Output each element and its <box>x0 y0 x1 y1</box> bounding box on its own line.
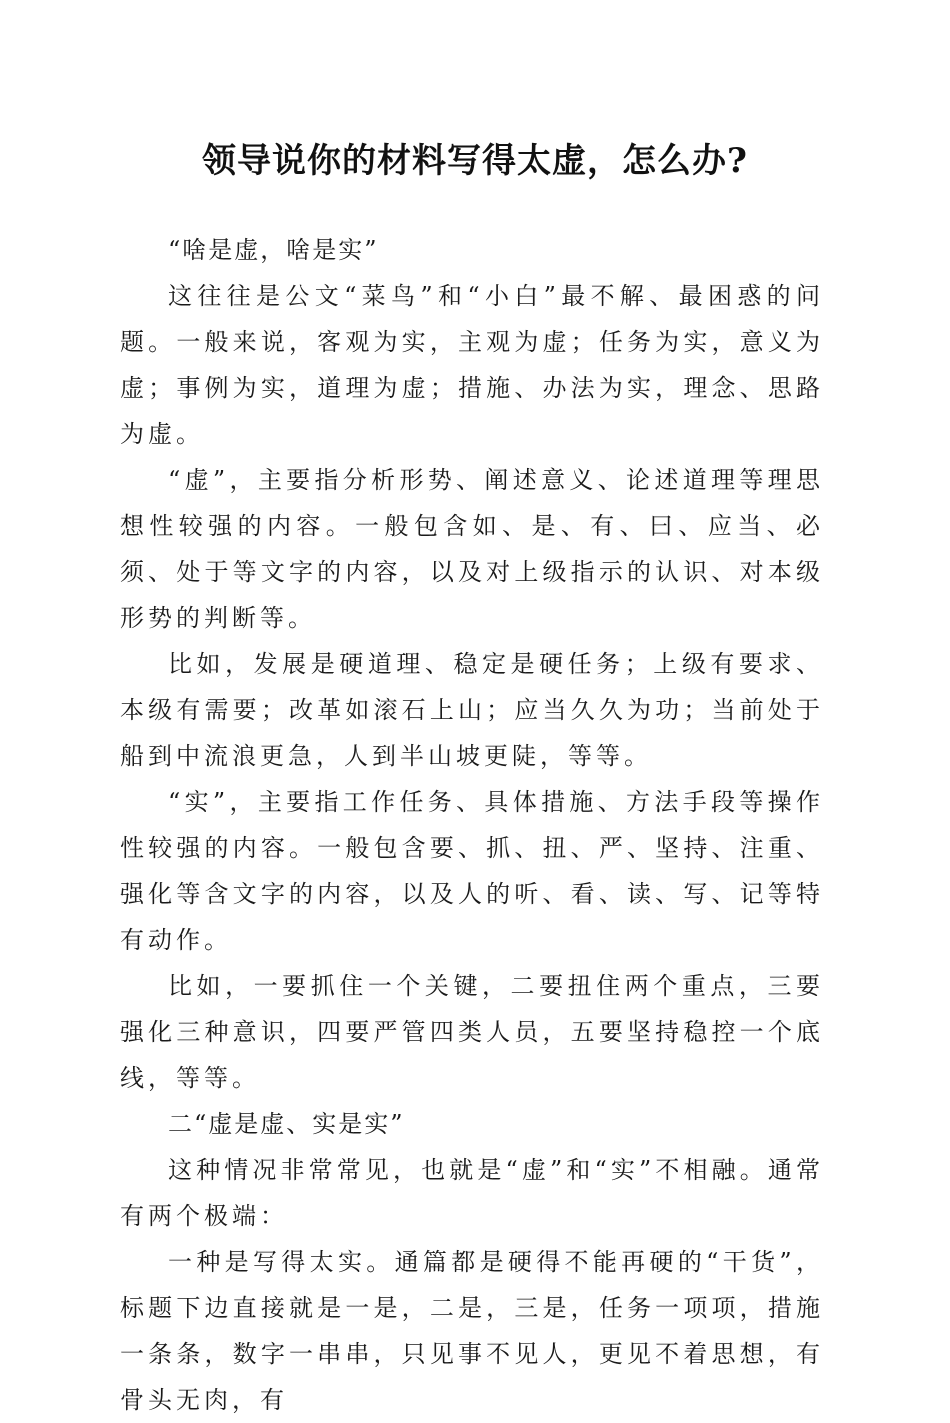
document-title: 领导说你的材料写得太虚，怎么办? <box>202 141 748 181</box>
paragraph: 一种是写得太实。通篇都是硬得不能再硬的“干货”，标题下边直接就是一是，二是，三是，任务一项项，措施一条条，数字一串串，只见事不见人，更见不着思想，有骨头无肉，有 <box>120 1248 824 1414</box>
paragraph: 这往往是公文“菜鸟”和“小白”最不解、最困惑的问题。一般来说，客观为实，主观为虚；任务为实，意义为虚；事例为实，道理为虚；措施、办法为实，理念、思路为虚。 <box>120 282 824 448</box>
section-heading: “啥是虚，啥是实” <box>168 236 379 264</box>
paragraph: 这种情况非常常见，也就是“虚”和“实”不相融。通常有两个极端： <box>120 1156 824 1230</box>
document-body <box>120 227 824 1423</box>
section-heading: 二“虚是虚、实是实” <box>168 1110 405 1138</box>
paragraph: 比如，发展是硬道理、稳定是硬任务；上级有要求、本级有需要；改革如滚石上山；应当久久为功；当前处于船到中流浪更急，人到半山坡更陡，等等。 <box>120 650 824 770</box>
paragraph: “虚”，主要指分析形势、阐述意义、论述道理等理思想性较强的内容。一般包含如、是、有、曰、应当、必须、处于等文字的内容，以及对上级指示的认识、对本级形势的判断等。 <box>120 466 824 632</box>
paragraph: 比如，一要抓住一个关键，二要扭住两个重点，三要强化三种意识，四要严管四类人员，五要坚持稳控一个底线，等等。 <box>120 972 824 1092</box>
paragraph: “实”，主要指工作任务、具体措施、方法手段等操作性较强的内容。一般包含要、抓、扭、严、坚持、注重、强化等含文字的内容，以及人的听、看、读、写、记等特有动作。 <box>120 788 824 954</box>
